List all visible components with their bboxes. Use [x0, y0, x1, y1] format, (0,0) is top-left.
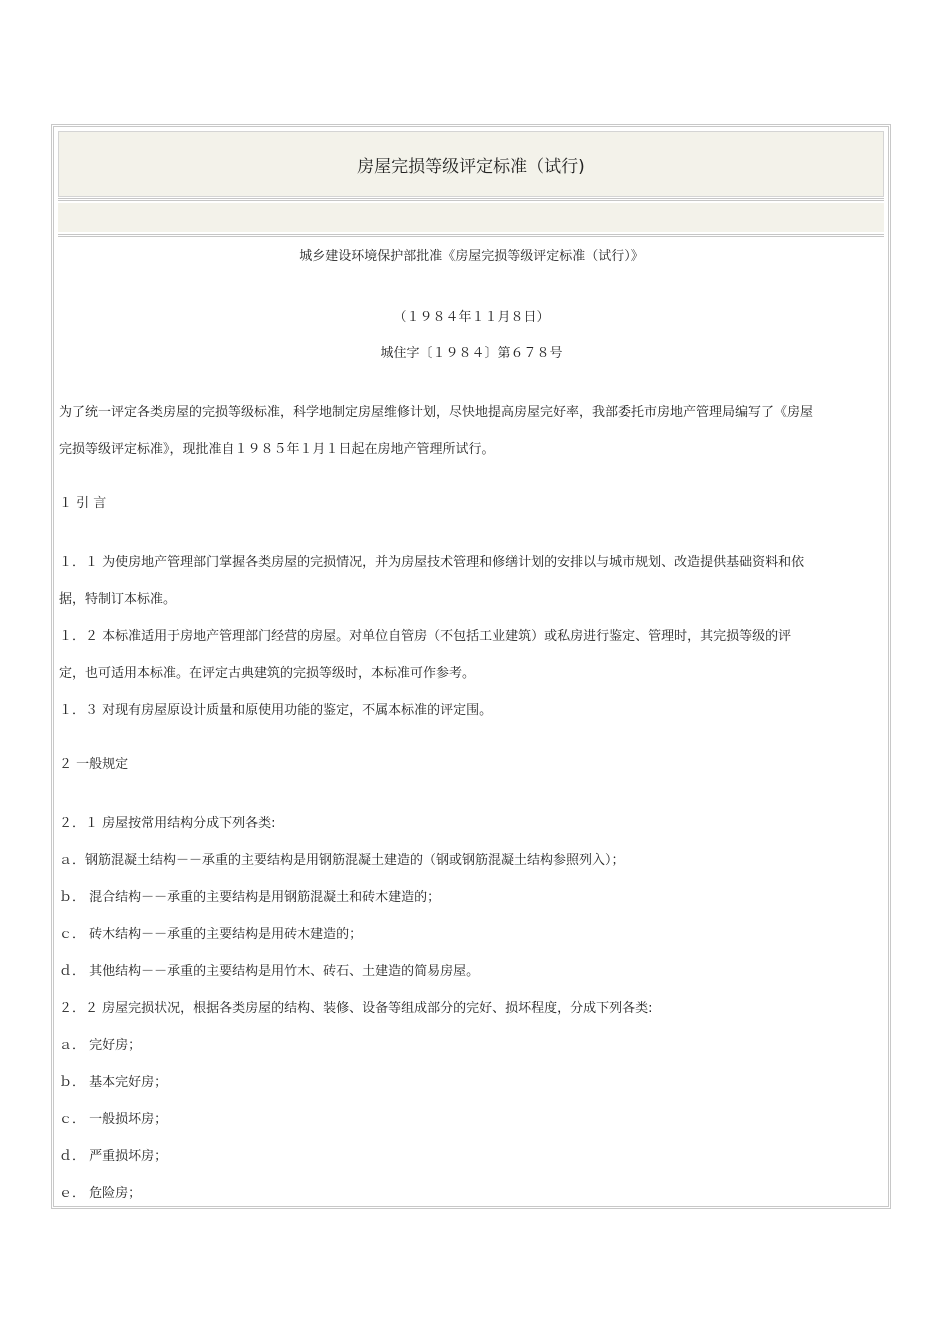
- clause-1-1-continued: 据，特制订本标准。: [59, 592, 177, 607]
- clause-1-1: １．１ 为使房地产管理部门掌握各类房屋的完损情况，并为房屋技术管理和修缮计划的安排以与城市规划、改造提供基础资料和依: [59, 555, 805, 570]
- list-item: ｂ． 混合结构－－承重的主要结构是用钢筋混凝土和砖木建造的；: [59, 890, 441, 905]
- paragraph-line: 为了统一评定各类房屋的完损等级标准，科学地制定房屋维修计划，尽快地提高房屋完好率，我部委托市房地产管理局编写了《房屋: [59, 405, 814, 420]
- document-body: [59, 243, 884, 1212]
- list-item: ｃ． 砖木结构－－承重的主要结构是用砖木建造的；: [59, 927, 363, 942]
- intro-paragraph: [59, 394, 884, 468]
- clause-1-2-continued: 定，也可适用本标准。在评定古典建筑的完损等级时，本标准可作参考。: [59, 666, 476, 681]
- divider: [58, 234, 884, 237]
- divider: [58, 198, 884, 201]
- paragraph-line: 完损等级评定标准》，现批准自１９８５年１月１日起在房地产管理所试行。: [59, 442, 495, 457]
- list-item: ｂ． 基本完好房；: [59, 1075, 168, 1090]
- clause-2-1: ２．１ 房屋按常用结构分成下列各类:: [59, 816, 276, 831]
- list-item: ｅ． 危险房；: [59, 1186, 142, 1201]
- list-item: ｄ． 严重损坏房；: [59, 1149, 168, 1164]
- section-heading: ２ 一般规定: [59, 757, 129, 772]
- list-item: ａ．钢筋混凝土结构－－承重的主要结构是用钢筋混凝土建造的（钢或钢筋混凝土结构参照列入）；: [59, 853, 625, 868]
- approval-line: 城乡建设环境保护部批准《房屋完损等级评定标准（试行）》: [299, 249, 644, 264]
- document-frame: [51, 124, 891, 1209]
- list-item: ｃ． 一般损坏房；: [59, 1112, 168, 1127]
- section-heading: １ 引 言: [59, 496, 107, 511]
- list-item: ａ． 完好房；: [59, 1038, 142, 1053]
- list-item: ｄ． 其他结构－－承重的主要结构是用竹木、砖石、土建造的简易房屋。: [59, 964, 480, 979]
- document-number: 城住字〔１９８４〕第６７８号: [380, 346, 563, 361]
- date-line: （１９８４年１１月８日）: [393, 310, 550, 325]
- clause-1-3: １．３ 对现有房屋原设计质量和原使用功能的鉴定，不属本标准的评定围。: [59, 703, 493, 718]
- document-title-box: [58, 131, 884, 197]
- clause-1-2: １．２ 本标准适用于房地产管理部门经营的房屋。对单位自管房（不包括工业建筑）或私房进行鉴定、管理时，其完损等级的评: [59, 629, 792, 644]
- clause-2-2: ２．２ 房屋完损状况，根据各类房屋的结构、装修、设备等组成部分的完好、损坏程度，分成下列各类:: [59, 1001, 653, 1016]
- blank-header-band: [58, 203, 884, 232]
- document-title: 房屋完损等级评定标准（试行): [357, 156, 585, 177]
